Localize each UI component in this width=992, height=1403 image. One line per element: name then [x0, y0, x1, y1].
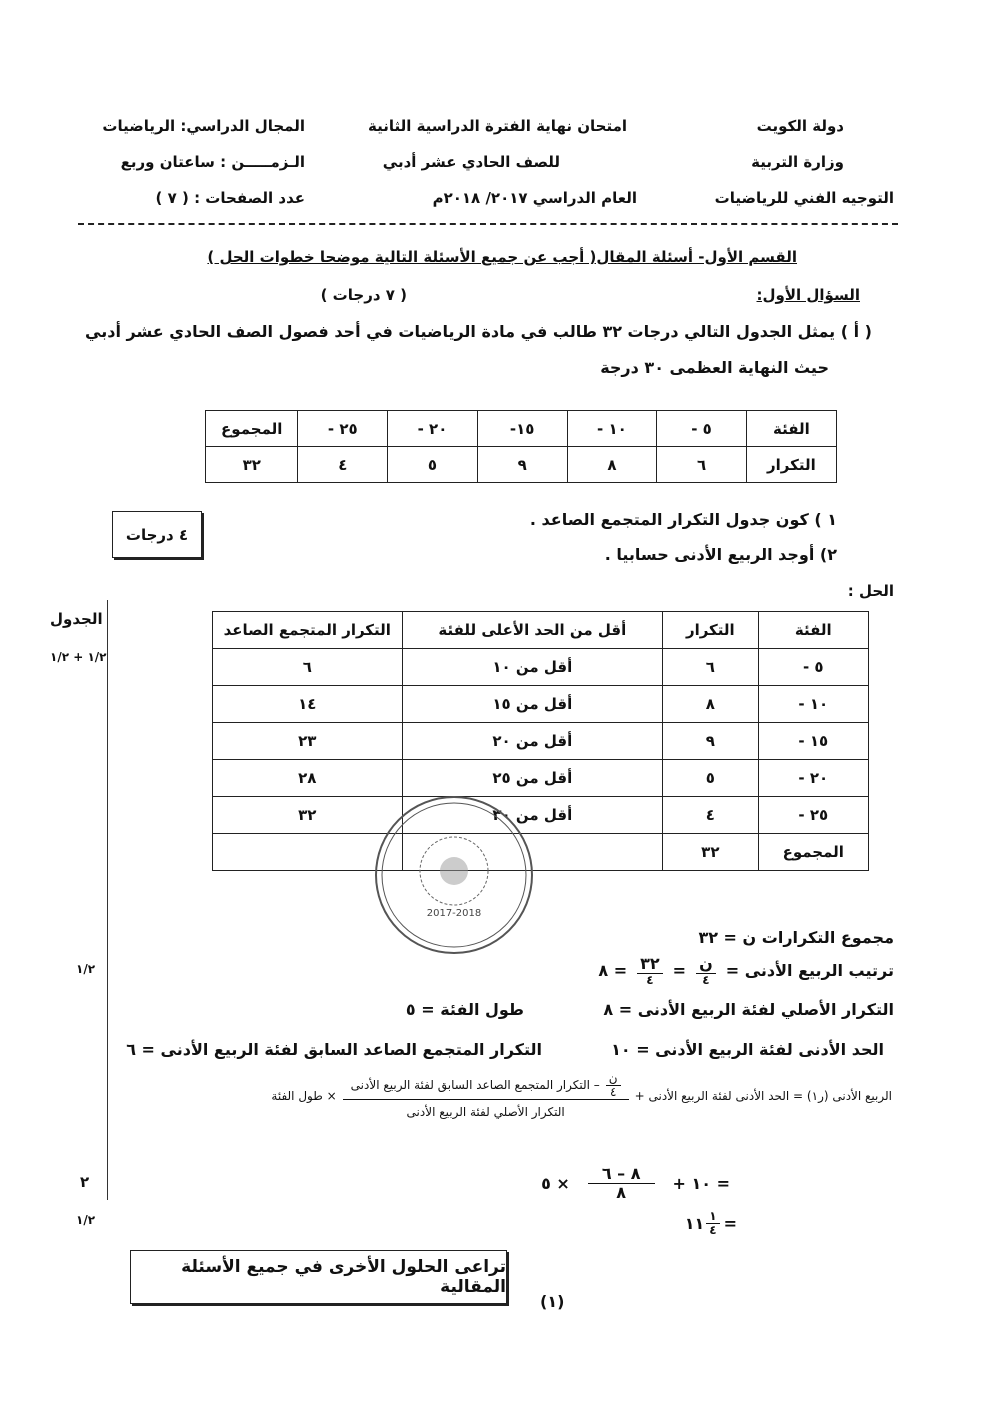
cumulative-table — [212, 611, 869, 871]
total-value-cell: ٣٢ — [663, 834, 758, 871]
total-label-cell: المجموع — [758, 834, 868, 871]
result-line — [685, 1210, 737, 1237]
formula-lhs: الربيع الأدنى (ر١) = الحد الأدنى لفئة الربيع الأدنى + — [634, 1088, 892, 1103]
class-cell: ٢٠ - — [758, 760, 868, 797]
rank-4: ٤ — [702, 972, 710, 987]
class-cell: ١٠ - — [758, 686, 868, 723]
marks-box: ٤ درجات — [112, 511, 202, 558]
previous-cumulative: التكرار المتجمع الصاعد السابق لفئة الربيع الأدنى = ٦ — [126, 1040, 542, 1059]
substitution-fraction — [588, 1165, 655, 1201]
official-stamp — [372, 793, 537, 958]
quartile-formula — [271, 1072, 892, 1120]
rank-n-over-4 — [696, 955, 716, 987]
frequency-cell: ٨ — [567, 447, 657, 483]
upper-bound-cell: أقل من ١٥ — [402, 686, 663, 723]
margin-half-1: ١/٢ — [76, 962, 96, 976]
total-frequency-cell: ٣٢ — [206, 447, 298, 483]
frequency-table — [205, 410, 837, 483]
class-cell: ٢٠ - — [388, 411, 478, 447]
task-1: ١ ) كون جدول التكرار المتجمع الصاعد . — [529, 510, 837, 529]
stamp-year: 2017-2018 — [426, 908, 482, 919]
frequency-cell: ٩ — [477, 447, 567, 483]
page-number: (١) — [540, 1292, 565, 1311]
frequency-row — [206, 447, 837, 483]
row-label-class: الفئة — [746, 411, 836, 447]
header-exam-title: امتحان نهاية الفترة الدراسية الثانية — [367, 117, 627, 135]
header-year: العام الدراسي ٢٠١٧/ ٢٠١٨م — [432, 189, 637, 207]
question-marks: ( ٧ درجات ) — [320, 286, 407, 304]
margin-table-label: الجدول — [50, 610, 103, 628]
frequency-cell: ٥ — [388, 447, 478, 483]
formula-numerator — [343, 1072, 629, 1100]
result-numerator: ١ — [706, 1210, 719, 1224]
rank-32-over-4 — [637, 955, 663, 987]
solution-label: الحل : — [847, 582, 894, 600]
upper-bound-cell: أقل من ٢٥ — [402, 760, 663, 797]
frequency-cell: ٩ — [663, 723, 758, 760]
frequency-cell: ٨ — [663, 686, 758, 723]
upper-bound-cell: أقل من ٣٠ — [402, 797, 663, 834]
cumulative-cell: ٢٣ — [213, 723, 403, 760]
formula-denominator: التكرار الأصلي لفئة الربيع الأدنى — [406, 1105, 565, 1120]
cumulative-cell: ٣٢ — [213, 797, 403, 834]
header-ministry: وزارة التربية — [751, 153, 844, 171]
stamp-emblem-center — [440, 857, 468, 885]
class-cell: ٢٥ - — [758, 797, 868, 834]
class-cell: ٥ - — [758, 649, 868, 686]
note-box: تراعى الحلول الأخرى في جميع الأسئلة المقالية — [130, 1250, 507, 1304]
class-cell: ١٠ - — [567, 411, 657, 447]
margin-two: ٢ — [80, 1173, 90, 1191]
substitution-line — [541, 1165, 730, 1201]
result-fraction — [706, 1210, 719, 1237]
header-country: دولة الكويت — [756, 117, 844, 135]
question-text-1: ( أ ) يمثل الجدول التالي درجات ٣٢ طالب في مادة الرياضيات في أحد فصول الصف الحادي عشر أدبي — [85, 322, 872, 341]
table-row — [213, 723, 869, 760]
rank-result: = ٨ — [598, 961, 628, 981]
margin-table-marks: ١/٢ + ١/٢ — [50, 650, 107, 664]
rank-n: ن — [696, 955, 716, 974]
margin-half-2: ١/٢ — [76, 1213, 96, 1227]
formula-fraction — [343, 1072, 629, 1120]
class-cell: ١٥ - — [758, 723, 868, 760]
table-row — [213, 760, 869, 797]
frequency-cell: ٤ — [298, 447, 388, 483]
class-cell: ٥ - — [657, 411, 747, 447]
class-cell: ١٥- — [477, 411, 567, 447]
substitution-times: × ٥ — [541, 1173, 570, 1193]
table-row — [213, 686, 869, 723]
class-row — [206, 411, 837, 447]
upper-bound-cell: أقل من ٢٠ — [402, 723, 663, 760]
cumulative-cell: ١٤ — [213, 686, 403, 723]
formula-rhs: × طول الفئة — [271, 1088, 337, 1103]
result-equals: = — [723, 1214, 737, 1234]
substitution-prefix: = ١٠ + — [672, 1173, 730, 1193]
class-length: طول الفئة = ٥ — [405, 1000, 524, 1019]
header-time: الـزمـــــن : ساعتان وربع — [120, 153, 305, 171]
header-pages: عدد الصفحات : ( ٧ ) — [155, 189, 305, 207]
table-row — [213, 649, 869, 686]
header-frequency: التكرار — [663, 612, 758, 649]
result-mixed-number — [685, 1210, 720, 1237]
rank-prefix: ترتيب الربيع الأدنى = — [725, 961, 894, 981]
formula-n: ن — [606, 1072, 621, 1086]
result-denominator: ٤ — [709, 1223, 717, 1238]
frequency-cell: ٤ — [663, 797, 758, 834]
header-divider — [78, 223, 898, 225]
result-whole: ١١ — [684, 1214, 705, 1234]
task-2: ٢) أوجد الربيع الأدنى حسابيا . — [604, 545, 837, 564]
section-title: القسم الأول- أسئلة المقال( أجب عن جميع الأسئلة التالية موضحا خطوات الحل ) — [207, 248, 797, 266]
cumulative-cell: ٦ — [213, 649, 403, 686]
table-row — [213, 797, 869, 834]
row-label-frequency: التكرار — [746, 447, 836, 483]
question-text-2: حيث النهاية العظمى ٣٠ درجة — [600, 358, 829, 377]
header-subject: المجال الدراسي: الرياضيات — [102, 117, 305, 135]
rank-4b: ٤ — [646, 972, 654, 987]
formula-numerator-rest: – التكرار المتجمع الصاعد السابق لفئة الربيع الأدنى — [350, 1078, 600, 1093]
substitution-denominator: ٨ — [616, 1182, 627, 1202]
total-row — [213, 834, 869, 871]
rank-32: ٣٢ — [637, 955, 663, 974]
formula-4: ٤ — [609, 1085, 617, 1100]
substitution-numerator: ٨ – ٦ — [588, 1165, 655, 1184]
header-department: التوجيه الفني للرياضيات — [714, 189, 894, 207]
frequency-cell: ٦ — [663, 649, 758, 686]
cumulative-cell: ٢٨ — [213, 760, 403, 797]
header-grade: للصف الحادي عشر أدبي — [382, 153, 560, 171]
upper-bound-cell: أقل من ١٠ — [402, 649, 663, 686]
lower-bound: الحد الأدنى لفئة الربيع الأدنى = ١٠ — [611, 1040, 884, 1059]
class-cell: ٢٥ - — [298, 411, 388, 447]
formula-n-over-4 — [606, 1072, 621, 1099]
frequency-cell: ٥ — [663, 760, 758, 797]
header-class: الفئة — [758, 612, 868, 649]
quartile-rank-line — [598, 955, 894, 987]
original-frequency: التكرار الأصلي لفئة الربيع الأدنى = ٨ — [603, 1000, 894, 1019]
header-upper-bound: أقل من الحد الأعلى للفئة — [402, 612, 663, 649]
question-label: السؤال الأول: — [756, 286, 860, 304]
total-header-cell: المجموع — [206, 411, 298, 447]
rank-equals: = — [672, 961, 687, 981]
header-cumulative: التكرار المتجمع الصاعد — [213, 612, 403, 649]
frequency-cell: ٦ — [657, 447, 747, 483]
sum-frequencies: مجموع التكرارات ن = ٣٢ — [698, 928, 894, 947]
cumulative-header-row — [213, 612, 869, 649]
margin-line — [107, 600, 108, 1200]
